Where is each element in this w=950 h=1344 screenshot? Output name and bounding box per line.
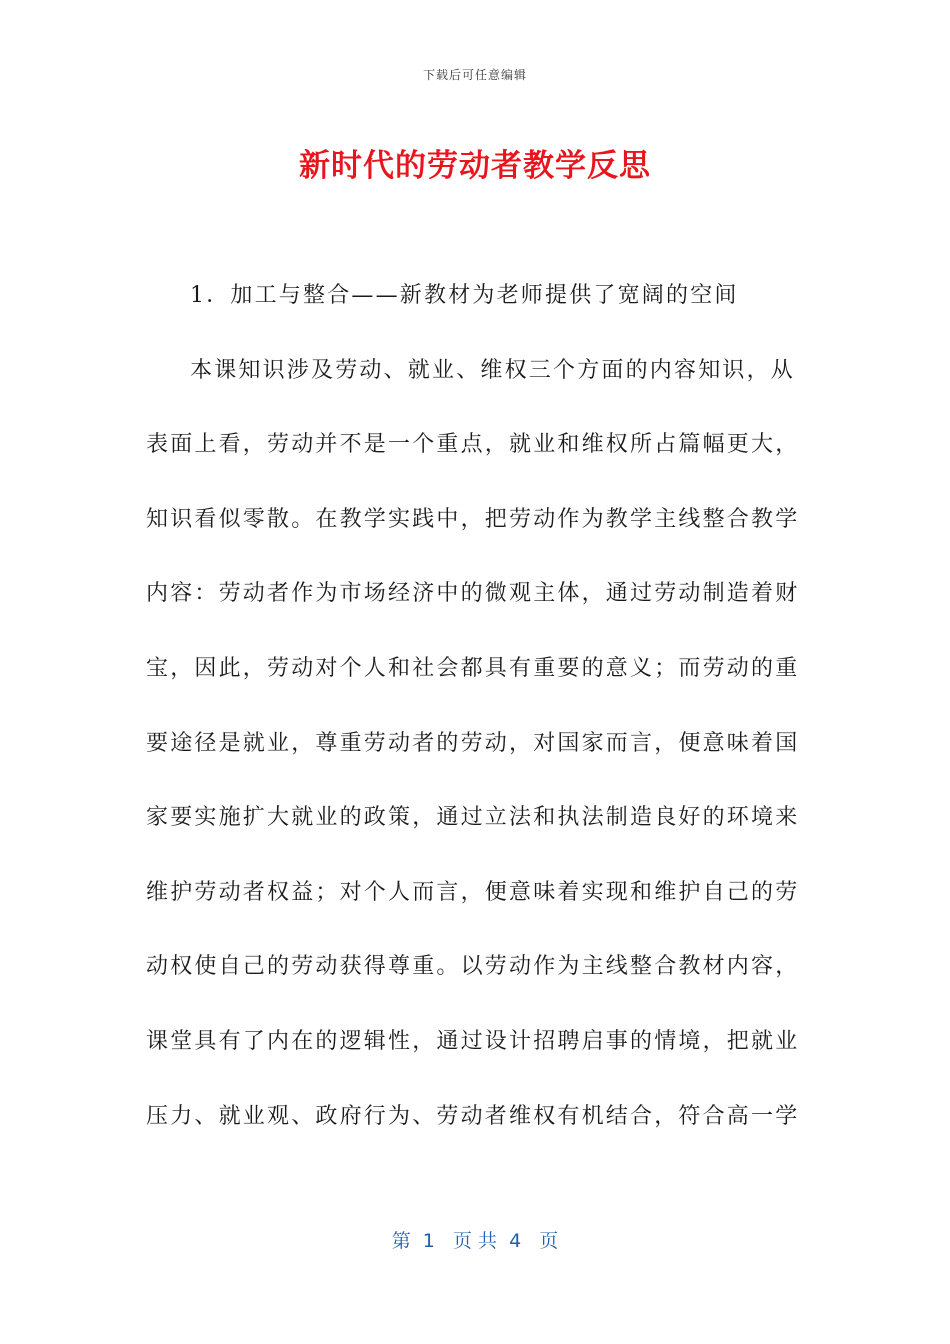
paragraph-line: 宝，因此，劳动对个人和社会都具有重要的意义；而劳动的重 xyxy=(146,655,800,681)
section-heading: 1．加工与整合——新教材为老师提供了宽阔的空间 xyxy=(190,283,739,308)
paragraph-line: 维护劳动者权益；对个人而言，便意味着实现和维护自己的劳 xyxy=(146,879,800,905)
paragraph-line: 压力、就业观、政府行为、劳动者维权有机结合，符合高一学 xyxy=(146,1103,800,1129)
paragraph-line: 内容：劳动者作为市场经济中的微观主体，通过劳动制造着财 xyxy=(146,581,800,607)
page-number-footer: 第 1 页 共 4 页 xyxy=(391,1230,559,1252)
paragraph-line: 动权使自己的劳动获得尊重。以劳动作为主线整合教材内容， xyxy=(146,954,800,980)
paragraph-line: 要途径是就业，尊重劳动者的劳动，对国家而言，便意味着国 xyxy=(146,730,800,756)
paragraph-line: 本课知识涉及劳动、就业、维权三个方面的内容知识，从 xyxy=(190,357,796,383)
document-title: 新时代的劳动者教学反思 xyxy=(299,148,651,184)
paragraph-line: 家要实施扩大就业的政策，通过立法和执法制造良好的环境来 xyxy=(146,805,800,831)
paragraph-line: 表面上看，劳动并不是一个重点，就业和维权所占篇幅更大， xyxy=(146,432,800,458)
paragraph-line: 课堂具有了内在的逻辑性，通过设计招聘启事的情境，把就业 xyxy=(146,1028,800,1054)
header-note: 下载后可任意编辑 xyxy=(422,68,527,82)
body-text xyxy=(146,278,800,1173)
paragraph-line: 知识看似零散。在教学实践中，把劳动作为教学主线整合教学 xyxy=(146,506,800,532)
